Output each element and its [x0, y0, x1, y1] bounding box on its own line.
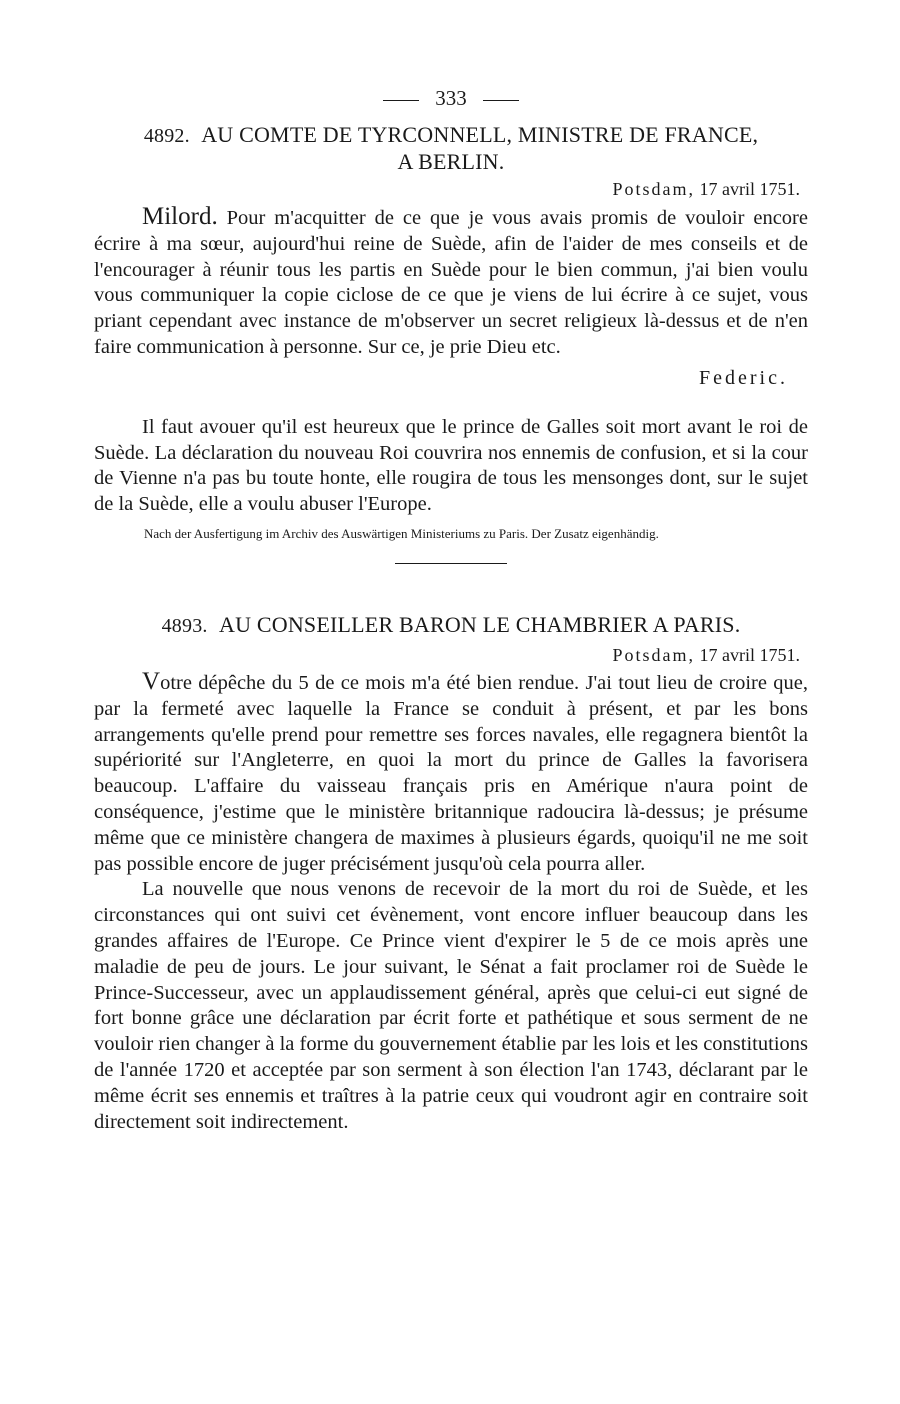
- letter-title-line1: AU COMTE DE TYRCONNELL, MINISTRE DE FRANCE,: [201, 122, 759, 147]
- letter-date: 17 avril 1751.: [699, 179, 800, 199]
- section-divider: [395, 563, 507, 564]
- signature: Federic.: [699, 366, 788, 389]
- letter-place: Potsdam,: [612, 644, 695, 665]
- letter-4893: [94, 612, 808, 1135]
- letter-date: 17 avril 1751.: [699, 644, 800, 665]
- letter-body: [94, 204, 808, 361]
- letter-4892: [94, 122, 808, 541]
- letter-title: AU CONSEILLER BARON LE CHAMBRIER A PARIS.: [219, 611, 741, 637]
- page-number: 333: [435, 86, 467, 110]
- document-page: [94, 86, 808, 1135]
- letter-place: Potsdam,: [612, 179, 695, 199]
- letter-heading: [94, 612, 808, 639]
- letter-dateline: [94, 643, 808, 667]
- page-number-line: [94, 86, 808, 112]
- letter-paragraph-1: [94, 669, 808, 877]
- letter-number: 4893.: [161, 614, 208, 637]
- letter-paragraph-2: La nouvelle que nous venons de recevoir de la mort du roi de Suède, et les circonstances qui ont suivi cet évènement, vont encore influer beaucoup dans les grandes affaires de l'Europe. Ce Prince vient d'expirer le 5 de ce mois après une maladie de peu de jours. Le jour suivant, le Sénat a fait proclamer roi de Suède le Prince-Successeur, avec un applaudissement général, après que celui-ci eut signé de fort bonne grâce une déclaration par écrit forte et pathétique et sous serment de ne vouloir rien changer à la forme du gouvernement établie par les lois et les constitutions de l'année 1720 et acceptée par son serment à son élection l'an 1743, déclarant par le même écrit ses ennemis et traîtres à la patrie ceux qui voudront agir en contraire soit directement soit indirectement.: [94, 878, 808, 1133]
- salutation: Milord.: [142, 203, 218, 230]
- letter-heading: [94, 122, 808, 149]
- left-dash: [383, 100, 419, 101]
- postscript: Il faut avouer qu'il est heureux que le prince de Galles soit mort avant le roi de Suède. La déclaration du nouveau Roi couvrira nos ennemis de confusion, et si la cour de Vienne n'a pas bu toute honte, elle rougira de tous les mensonges dont, sur le sujet de la Suède, elle a voulu abuser l'Europe.: [94, 415, 808, 516]
- letter-title-line2: A BERLIN.: [397, 149, 505, 174]
- paragraph-1-text: otre dépêche du 5 de ce mois m'a été bien rendue. J'ai tout lieu de croire que, par la fermeté avec laquelle la France se conduit à présent, et par les bons arrangements qu'elle prend pour remettre ses forces navales, elle regagnera bientôt la supériorité sur l'Angleterre, en quoi la mort du prince de Galles la favorisera beaucoup. L'affaire du vaisseau français pris en Amérique n'aura point de conséquence, j'estime que le ministère britannique radoucira là-dessus; je présume même que ce ministère changera de maximes à plusieurs égards, quoiqu'il ne me soit pas possible encore de juger précisément jusqu'où cela pourra aller.: [94, 671, 808, 875]
- letter-dateline: [94, 177, 808, 201]
- letter-body-text: Pour m'acquitter de ce que je vous avais promis de vouloir encore écrire à ma sœur, aujourd'hui reine de Suède, afin de l'aider de mes conseils et de l'encourager à réunir tous les partis en Suède pour le bien commun, j'ai bien voulu vous communiquer la copie ciclose de ce que je viens de lui écrire à ce sujet, vous priant cependant avec instance de m'observer un secret religieux là-dessus et de n'en faire communication à personne. Sur ce, je prie Dieu etc.: [94, 207, 808, 358]
- source-note: Nach der Ausfertigung im Archiv des Auswärtigen Ministeriums zu Paris. Der Zusatz eigenhändig.: [144, 525, 659, 541]
- initial-letter: V: [142, 667, 161, 695]
- right-dash: [483, 100, 519, 101]
- letter-number: 4892.: [143, 125, 190, 147]
